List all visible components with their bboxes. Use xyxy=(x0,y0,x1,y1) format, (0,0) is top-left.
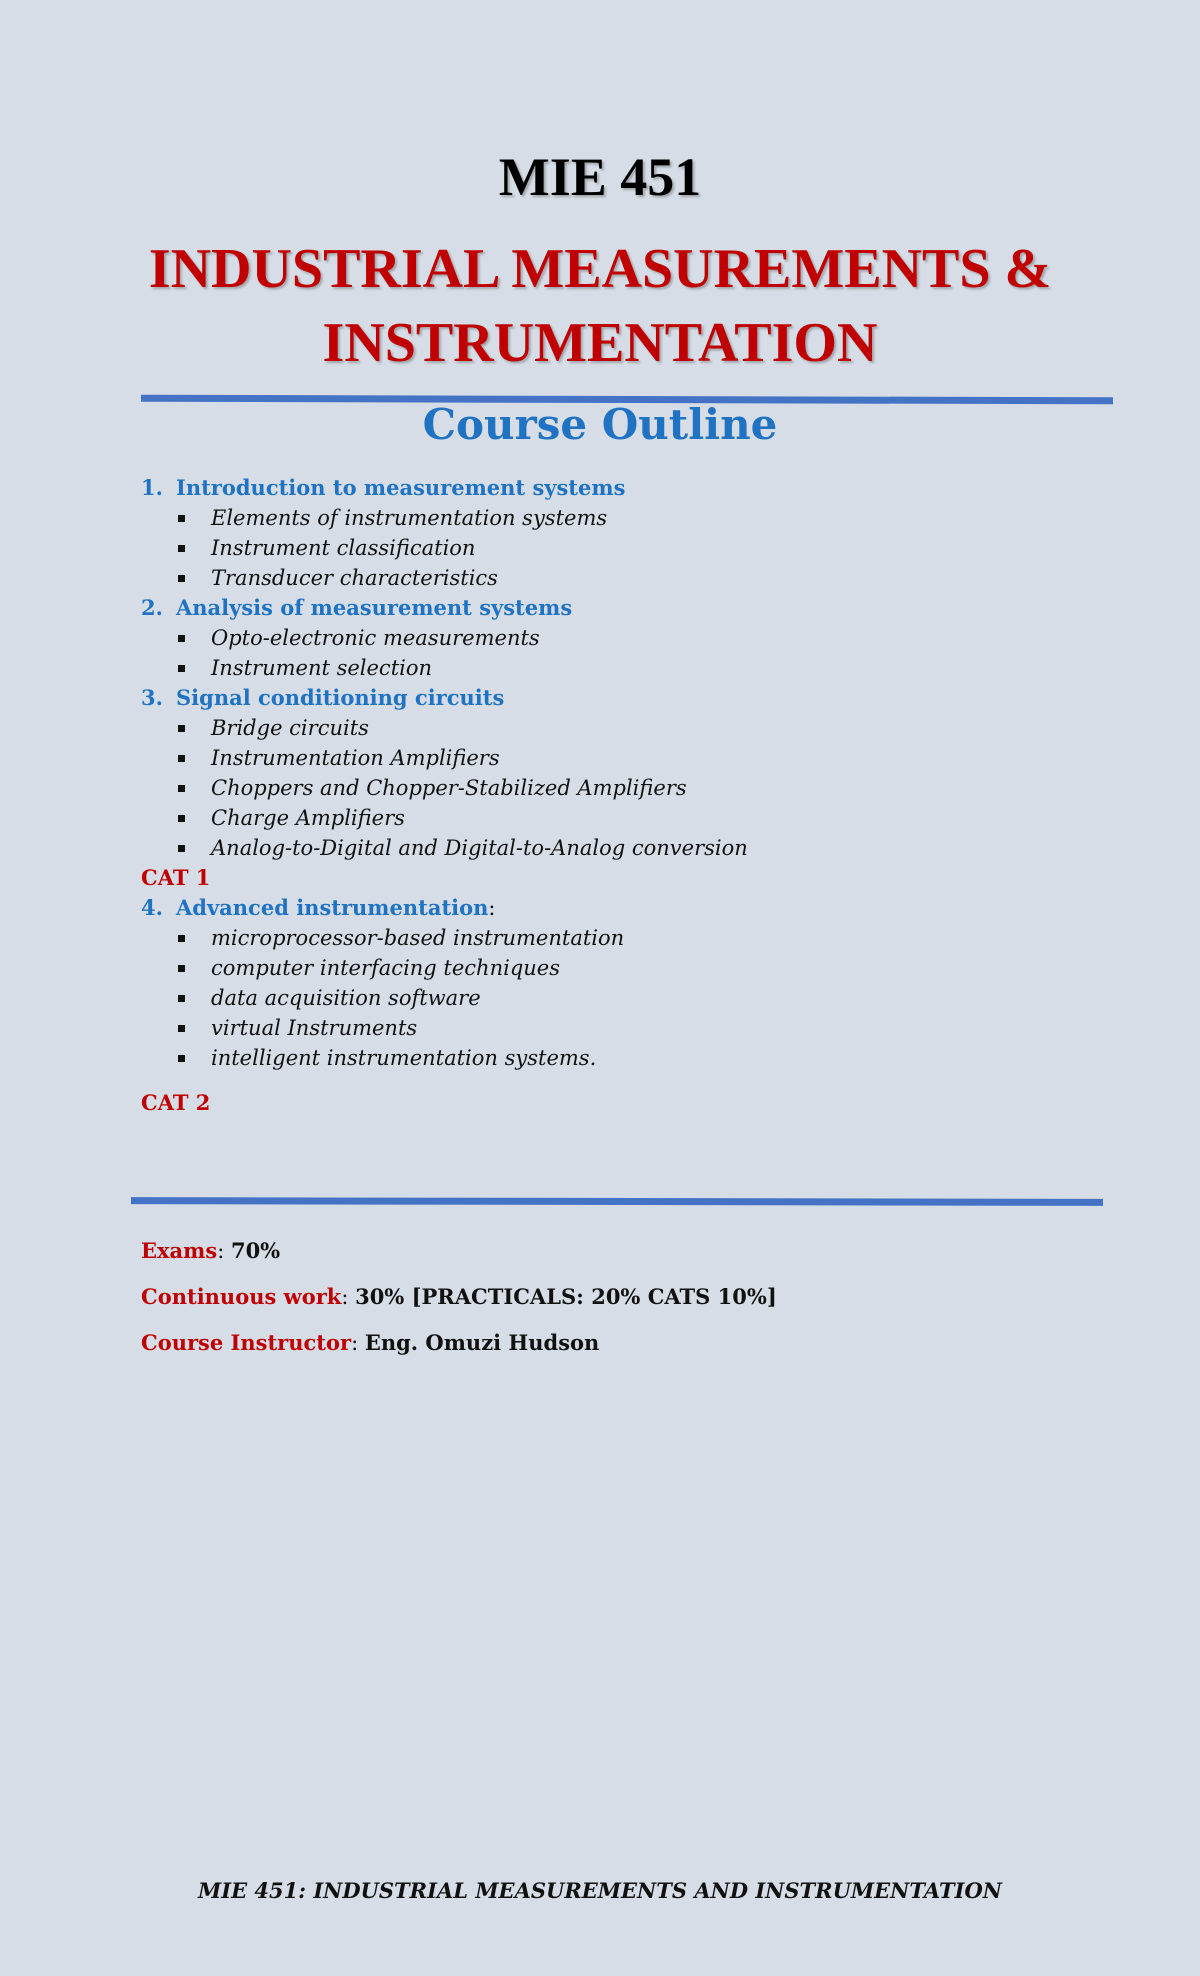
topic-colon: : xyxy=(488,896,496,920)
exams-label: Exams xyxy=(141,1238,218,1263)
bullet-icon xyxy=(178,1055,185,1062)
bullet-icon xyxy=(178,725,185,732)
topic-title: Analysis of measurement systems xyxy=(176,595,573,620)
topic-title: Advanced instrumentation xyxy=(176,895,489,920)
exams-line xyxy=(141,1228,1101,1274)
list-item xyxy=(141,563,1101,593)
bullet-icon xyxy=(178,665,185,672)
topic-title: Signal conditioning circuits xyxy=(176,685,505,710)
topic-1 xyxy=(141,473,1101,503)
topic-number: 1. xyxy=(141,475,163,500)
list-item xyxy=(141,503,1101,533)
item-text: data acquisition software xyxy=(211,986,481,1010)
topic-3 xyxy=(141,683,1101,713)
exams-value: 70% xyxy=(230,1238,281,1263)
item-text: Instrument selection xyxy=(211,656,433,680)
course-title-line-1: INDUSTRIAL MEASUREMENTS & xyxy=(148,238,1052,300)
bullet-icon xyxy=(178,785,185,792)
bullet-icon xyxy=(178,545,185,552)
course-code: MIE 451 xyxy=(498,147,702,207)
item-text: Choppers and Chopper-Stabilized Amplifiers xyxy=(211,776,687,800)
bottom-divider xyxy=(131,1197,1103,1206)
item-text: Bridge circuits xyxy=(211,716,369,740)
continuous-work-label: Continuous work xyxy=(141,1284,342,1309)
item-text: Instrumentation Amplifiers xyxy=(211,746,500,770)
separator: : xyxy=(341,1285,349,1309)
course-title xyxy=(100,232,1100,380)
continuous-work-line xyxy=(141,1274,1101,1320)
instructor-value: Eng. Omuzi Hudson xyxy=(364,1330,600,1355)
topic-number: 4. xyxy=(141,895,163,920)
list-item xyxy=(141,533,1101,563)
list-item xyxy=(141,623,1101,653)
bullet-icon xyxy=(178,635,185,642)
topic-title: Introduction to measurement systems xyxy=(176,475,626,500)
item-text: Analog-to-Digital and Digital-to-Analog conversion xyxy=(211,836,748,860)
list-item xyxy=(141,983,1101,1013)
course-title-line-2: INSTRUMENTATION xyxy=(322,312,878,374)
item-text: Opto-electronic measurements xyxy=(211,626,540,650)
assessment-info xyxy=(141,1228,1101,1366)
continuous-work-value: 30% [PRACTICALS: 20% CATS 10%] xyxy=(355,1284,777,1309)
list-item xyxy=(141,773,1101,803)
item-text: Charge Amplifiers xyxy=(211,806,405,830)
item-text: Elements of instrumentation systems xyxy=(211,506,608,530)
item-text: intelligent instrumentation systems. xyxy=(211,1046,597,1070)
item-text: microprocessor-based instrumentation xyxy=(211,926,625,950)
instructor-line xyxy=(141,1320,1101,1366)
item-text: virtual Instruments xyxy=(211,1016,418,1040)
bullet-icon xyxy=(178,815,185,822)
outline-title: Course Outline xyxy=(422,400,778,449)
item-text: Instrument classification xyxy=(211,536,476,560)
list-item xyxy=(141,653,1101,683)
topic-2 xyxy=(141,593,1101,623)
cat-1-marker: CAT 1 xyxy=(141,865,211,890)
instructor-label: Course Instructor xyxy=(141,1330,352,1355)
list-item xyxy=(141,833,1101,863)
course-outline xyxy=(141,473,1101,1118)
list-item xyxy=(141,1013,1101,1043)
cat-2-marker: CAT 2 xyxy=(141,1090,211,1115)
page-footer: MIE 451: INDUSTRIAL MEASUREMENTS AND INSTRUMENTATION xyxy=(198,1878,1002,1903)
separator: : xyxy=(217,1239,225,1263)
item-text: computer interfacing techniques xyxy=(211,956,560,980)
separator: : xyxy=(351,1331,359,1355)
bullet-icon xyxy=(178,845,185,852)
topic-number: 3. xyxy=(141,685,163,710)
topic-4 xyxy=(141,893,1101,923)
bullet-icon xyxy=(178,935,185,942)
bullet-icon xyxy=(178,575,185,582)
bullet-icon xyxy=(178,755,185,762)
list-item xyxy=(141,803,1101,833)
list-item xyxy=(141,1043,1101,1073)
list-item xyxy=(141,743,1101,773)
bullet-icon xyxy=(178,995,185,1002)
list-item xyxy=(141,923,1101,953)
topic-number: 2. xyxy=(141,595,163,620)
item-text: Transducer characteristics xyxy=(211,566,498,590)
list-item xyxy=(141,953,1101,983)
list-item xyxy=(141,713,1101,743)
bullet-icon xyxy=(178,1025,185,1032)
bullet-icon xyxy=(178,965,185,972)
bullet-icon xyxy=(178,515,185,522)
